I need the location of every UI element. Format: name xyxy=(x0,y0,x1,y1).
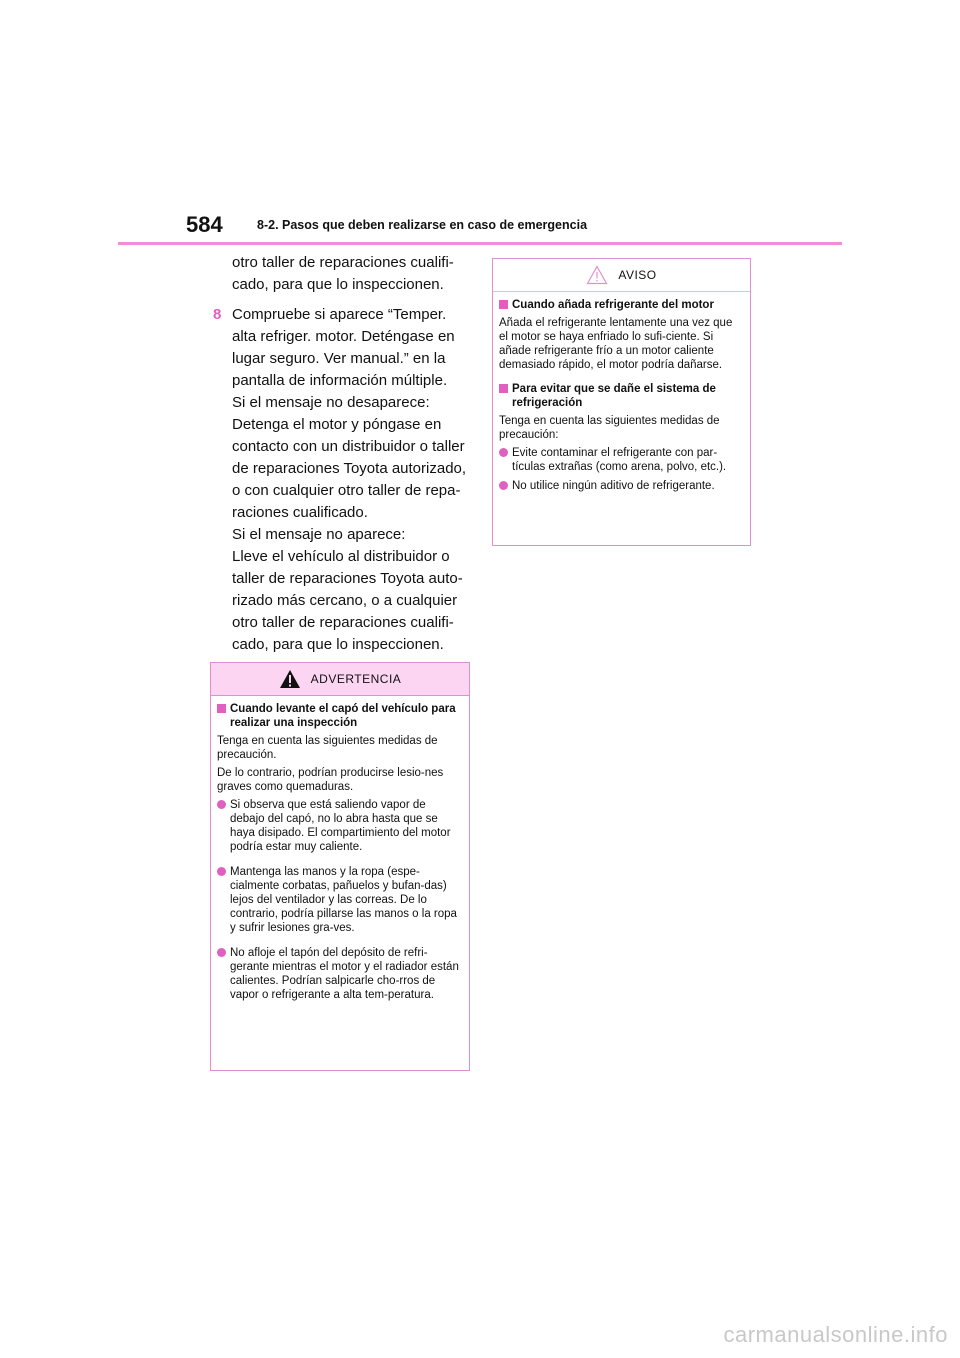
text-line: raciones cualificado. xyxy=(232,504,368,521)
list-item xyxy=(499,446,744,474)
square-bullet-icon xyxy=(499,300,508,309)
heading-text: Para evitar que se dañe el sistema de refrigeración xyxy=(512,383,716,409)
notice-header xyxy=(493,259,750,292)
bullet-text: No afloje el tapón del depósito de refri-gerante mientras el motor y el radiador están calientes. Podrían salpicarle cho-rros de vapor o refrigerante a alta tem-peratura. xyxy=(230,947,459,1001)
notice-box xyxy=(492,258,751,546)
text-line: Compruebe si aparece “Temper. xyxy=(232,306,447,323)
text-line: de reparaciones Toyota autorizado, xyxy=(232,460,467,477)
text-line: Lleve el vehículo al distribuidor o xyxy=(232,548,450,565)
list-item xyxy=(217,865,463,935)
text-line: cado, para que lo inspeccionen. xyxy=(232,636,444,653)
text-line: otro taller de reparaciones cualifi- xyxy=(232,254,454,271)
notice-text-1: Añada el refrigerante lentamente una vez que el motor se haya enfriado lo sufi-ciente. Si añade refrigerante frío a un motor caliente demasiado rápido, el motor podría dañarse. xyxy=(499,317,733,371)
section-title: 8-2. Pasos que deben realizarse en caso de emergencia xyxy=(257,218,588,232)
text-line: otro taller de reparaciones cualifi- xyxy=(232,614,454,631)
text-line: Si el mensaje no aparece: xyxy=(232,526,406,543)
text-line: alta refriger. motor. Deténgase en xyxy=(232,328,455,345)
warning-body xyxy=(211,696,469,1002)
heading-text: Cuando levante el capó del vehículo para realizar una inspección xyxy=(230,703,456,729)
circle-bullet-icon xyxy=(217,800,226,809)
warning-box xyxy=(210,662,470,1071)
notice-body xyxy=(493,292,750,493)
notice-triangle-icon xyxy=(586,265,608,285)
page-number: 584 xyxy=(186,212,223,237)
text-line: taller de reparaciones Toyota auto- xyxy=(232,570,463,587)
text-line: lugar seguro. Ver manual.” en la xyxy=(232,350,446,367)
list-item xyxy=(217,946,463,1002)
text-line: Detenga el motor y póngase en xyxy=(232,416,442,433)
square-bullet-icon xyxy=(217,704,226,713)
bullet-text: Si observa que está saliendo vapor de debajo del capó, no lo abra hasta que se haya disipado. El compartimiento del motor podría estar muy caliente. xyxy=(230,799,451,853)
notice-heading-2 xyxy=(499,382,744,410)
text-line: o con cualquier otro taller de repa- xyxy=(232,482,461,499)
notice-text-2: Tenga en cuenta las siguientes medidas de precaución: xyxy=(499,415,720,441)
header-divider xyxy=(118,242,842,245)
warning-label: ADVERTENCIA xyxy=(310,672,402,686)
text-line: contacto con un distribuidor o taller xyxy=(232,438,465,455)
heading-text: Cuando añada refrigerante del motor xyxy=(512,299,714,311)
list-item xyxy=(217,798,463,854)
warning-text: Tenga en cuenta las siguientes medidas de precaución. xyxy=(217,735,438,761)
notice-heading-1 xyxy=(499,298,744,312)
notice-label: AVISO xyxy=(618,268,657,282)
text-line: Si el mensaje no desaparece: xyxy=(232,394,430,411)
step-number: 8 xyxy=(213,306,222,323)
watermark: carmanualsonline.info xyxy=(723,1322,948,1347)
step-8 xyxy=(213,304,468,656)
continuation-paragraph xyxy=(232,252,468,296)
warning-heading xyxy=(217,702,463,730)
circle-bullet-icon xyxy=(217,867,226,876)
text-line: cado, para que lo inspeccionen. xyxy=(232,276,444,293)
list-item xyxy=(499,479,744,493)
bullet-text: No utilice ningún aditivo de refrigerante. xyxy=(512,480,715,492)
warning-text: De lo contrario, podrían producirse lesio-nes graves como quemaduras. xyxy=(217,767,444,793)
warning-triangle-icon xyxy=(279,669,301,689)
circle-bullet-icon xyxy=(499,448,508,457)
bullet-text: Mantenga las manos y la ropa (espe-cialmente corbatas, pañuelos y bufan-das) lejos del ventilador y las correas. De lo contrario, podría pillarse las manos o la ropa y sufrir lesiones gra-ves. xyxy=(230,866,457,934)
square-bullet-icon xyxy=(499,384,508,393)
text-line: rizado más cercano, o a cualquier xyxy=(232,592,458,609)
bullet-text: Evite contaminar el refrigerante con par-tículas extrañas (como arena, polvo, etc.). xyxy=(512,447,727,473)
main-column xyxy=(213,252,468,656)
circle-bullet-icon xyxy=(499,481,508,490)
warning-header xyxy=(211,663,469,696)
circle-bullet-icon xyxy=(217,948,226,957)
text-line: pantalla de información múltiple. xyxy=(232,372,448,389)
